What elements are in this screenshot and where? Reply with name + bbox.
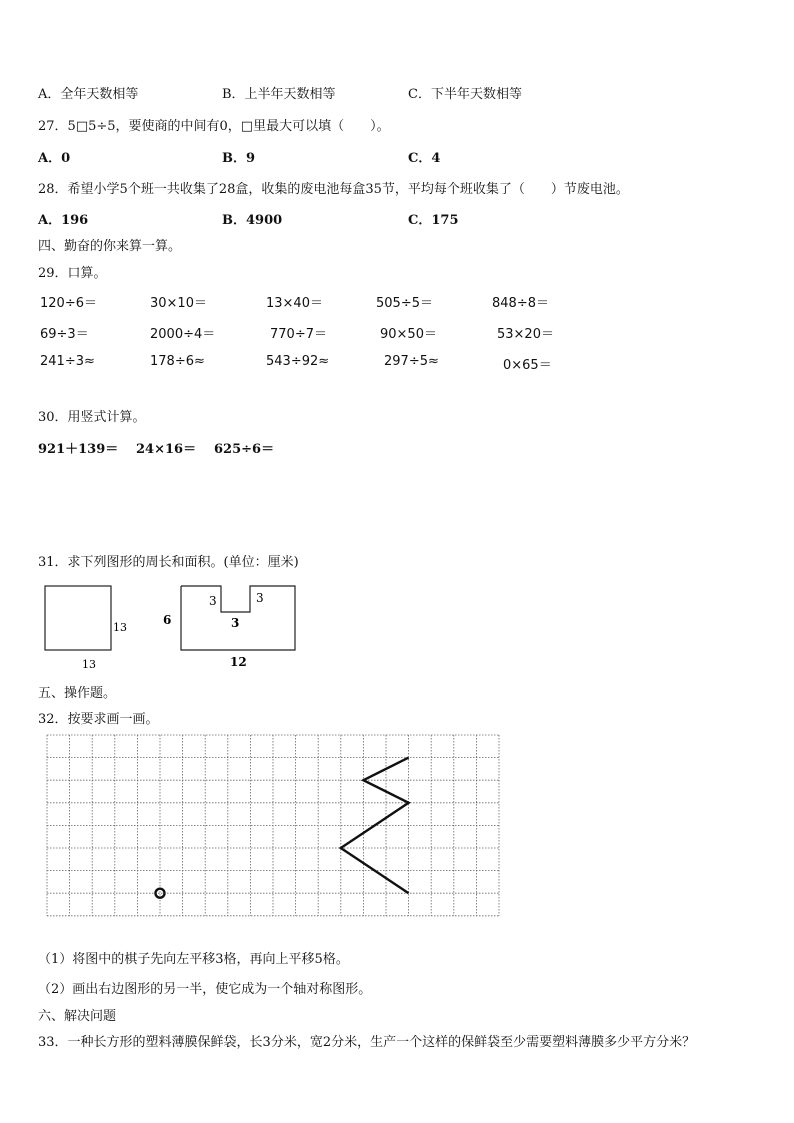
q27-option-a: A．0 [38, 151, 71, 166]
q27-option-b: B．9 [222, 151, 256, 166]
q28-option-c: C．175 [408, 213, 459, 228]
q32-instruction-1: （1）将图中的棋子先向左平移3格，再向上平移5格。 [38, 952, 349, 967]
notched-left-label: 6 [163, 613, 172, 627]
q26-option-b: B．上半年天数相等 [222, 87, 336, 102]
q32-instruction-2: （2）画出右边图形的另一半，使它成为一个轴对称图形。 [38, 982, 372, 997]
q26-option-a: A．全年天数相等 [38, 87, 139, 102]
notch-right-label: 3 [256, 591, 264, 605]
chess-piece [156, 889, 165, 898]
section-6-heading: 六、解决问题 [38, 1009, 117, 1024]
q27-question: 27．5□5÷5，要使商的中间有0，□里最大可以填（ ）。 [38, 119, 390, 134]
section-5-heading: 五、操作题。 [38, 686, 117, 701]
q30-item: 921＋139＝ [38, 442, 119, 457]
q29-item: 120÷6＝ [40, 296, 97, 311]
q29-item: 505÷5＝ [376, 296, 433, 311]
q28-option-b: B．4900 [222, 213, 283, 228]
q28-option-a: A．196 [38, 213, 89, 228]
q29-item: 53×20＝ [497, 327, 554, 342]
q29-item: 848÷8＝ [492, 296, 549, 311]
q29-item: 90×50＝ [380, 327, 437, 342]
square-side-label: 13 [113, 621, 127, 634]
q33-question: 33．一种长方形的塑料薄膜保鲜袋，长3分米，宽2分米，生产一个这样的保鲜袋至少需要塑料薄膜多少平方分米？ [38, 1035, 696, 1050]
q29-item: 30×10＝ [150, 296, 207, 311]
q29-item: 0×65＝ [503, 358, 552, 373]
square-bottom-label: 13 [82, 658, 96, 671]
q30-item: 24×16＝ [136, 442, 197, 457]
notched-bottom-label: 12 [230, 655, 247, 669]
q30-title: 30．用竖式计算。 [38, 410, 146, 425]
q31-title: 31．求下列图形的周长和面积。(单位：厘米) [38, 555, 299, 570]
q29-item: 297÷5≈ [384, 354, 439, 369]
q28-question: 28．希望小学5个班一共收集了28盒，收集的废电池每盒35节，平均每个班收集了（ ）节废电池。 [38, 182, 629, 197]
q27-option-c: C．4 [408, 151, 441, 166]
q29-item: 69÷3＝ [40, 327, 89, 342]
q32-title: 32．按要求画一画。 [38, 712, 159, 727]
q29-item: 13×40＝ [266, 296, 323, 311]
q29-item: 770÷7＝ [270, 327, 327, 342]
notch-left-label: 3 [209, 594, 217, 608]
q29-item: 178÷6≈ [150, 354, 205, 369]
q26-option-c: C．下半年天数相等 [408, 87, 522, 102]
notch-width-label: 3 [231, 616, 240, 630]
dotted-grid [47, 735, 499, 916]
q30-item: 625÷6＝ [214, 442, 275, 457]
q29-item: 543÷92≈ [266, 354, 330, 369]
q29-item: 241÷3≈ [40, 354, 95, 369]
q29-item: 2000÷4＝ [150, 327, 216, 342]
q29-title: 29．口算。 [38, 266, 107, 281]
section-4-heading: 四、勤奋的你来算一算。 [38, 239, 182, 254]
